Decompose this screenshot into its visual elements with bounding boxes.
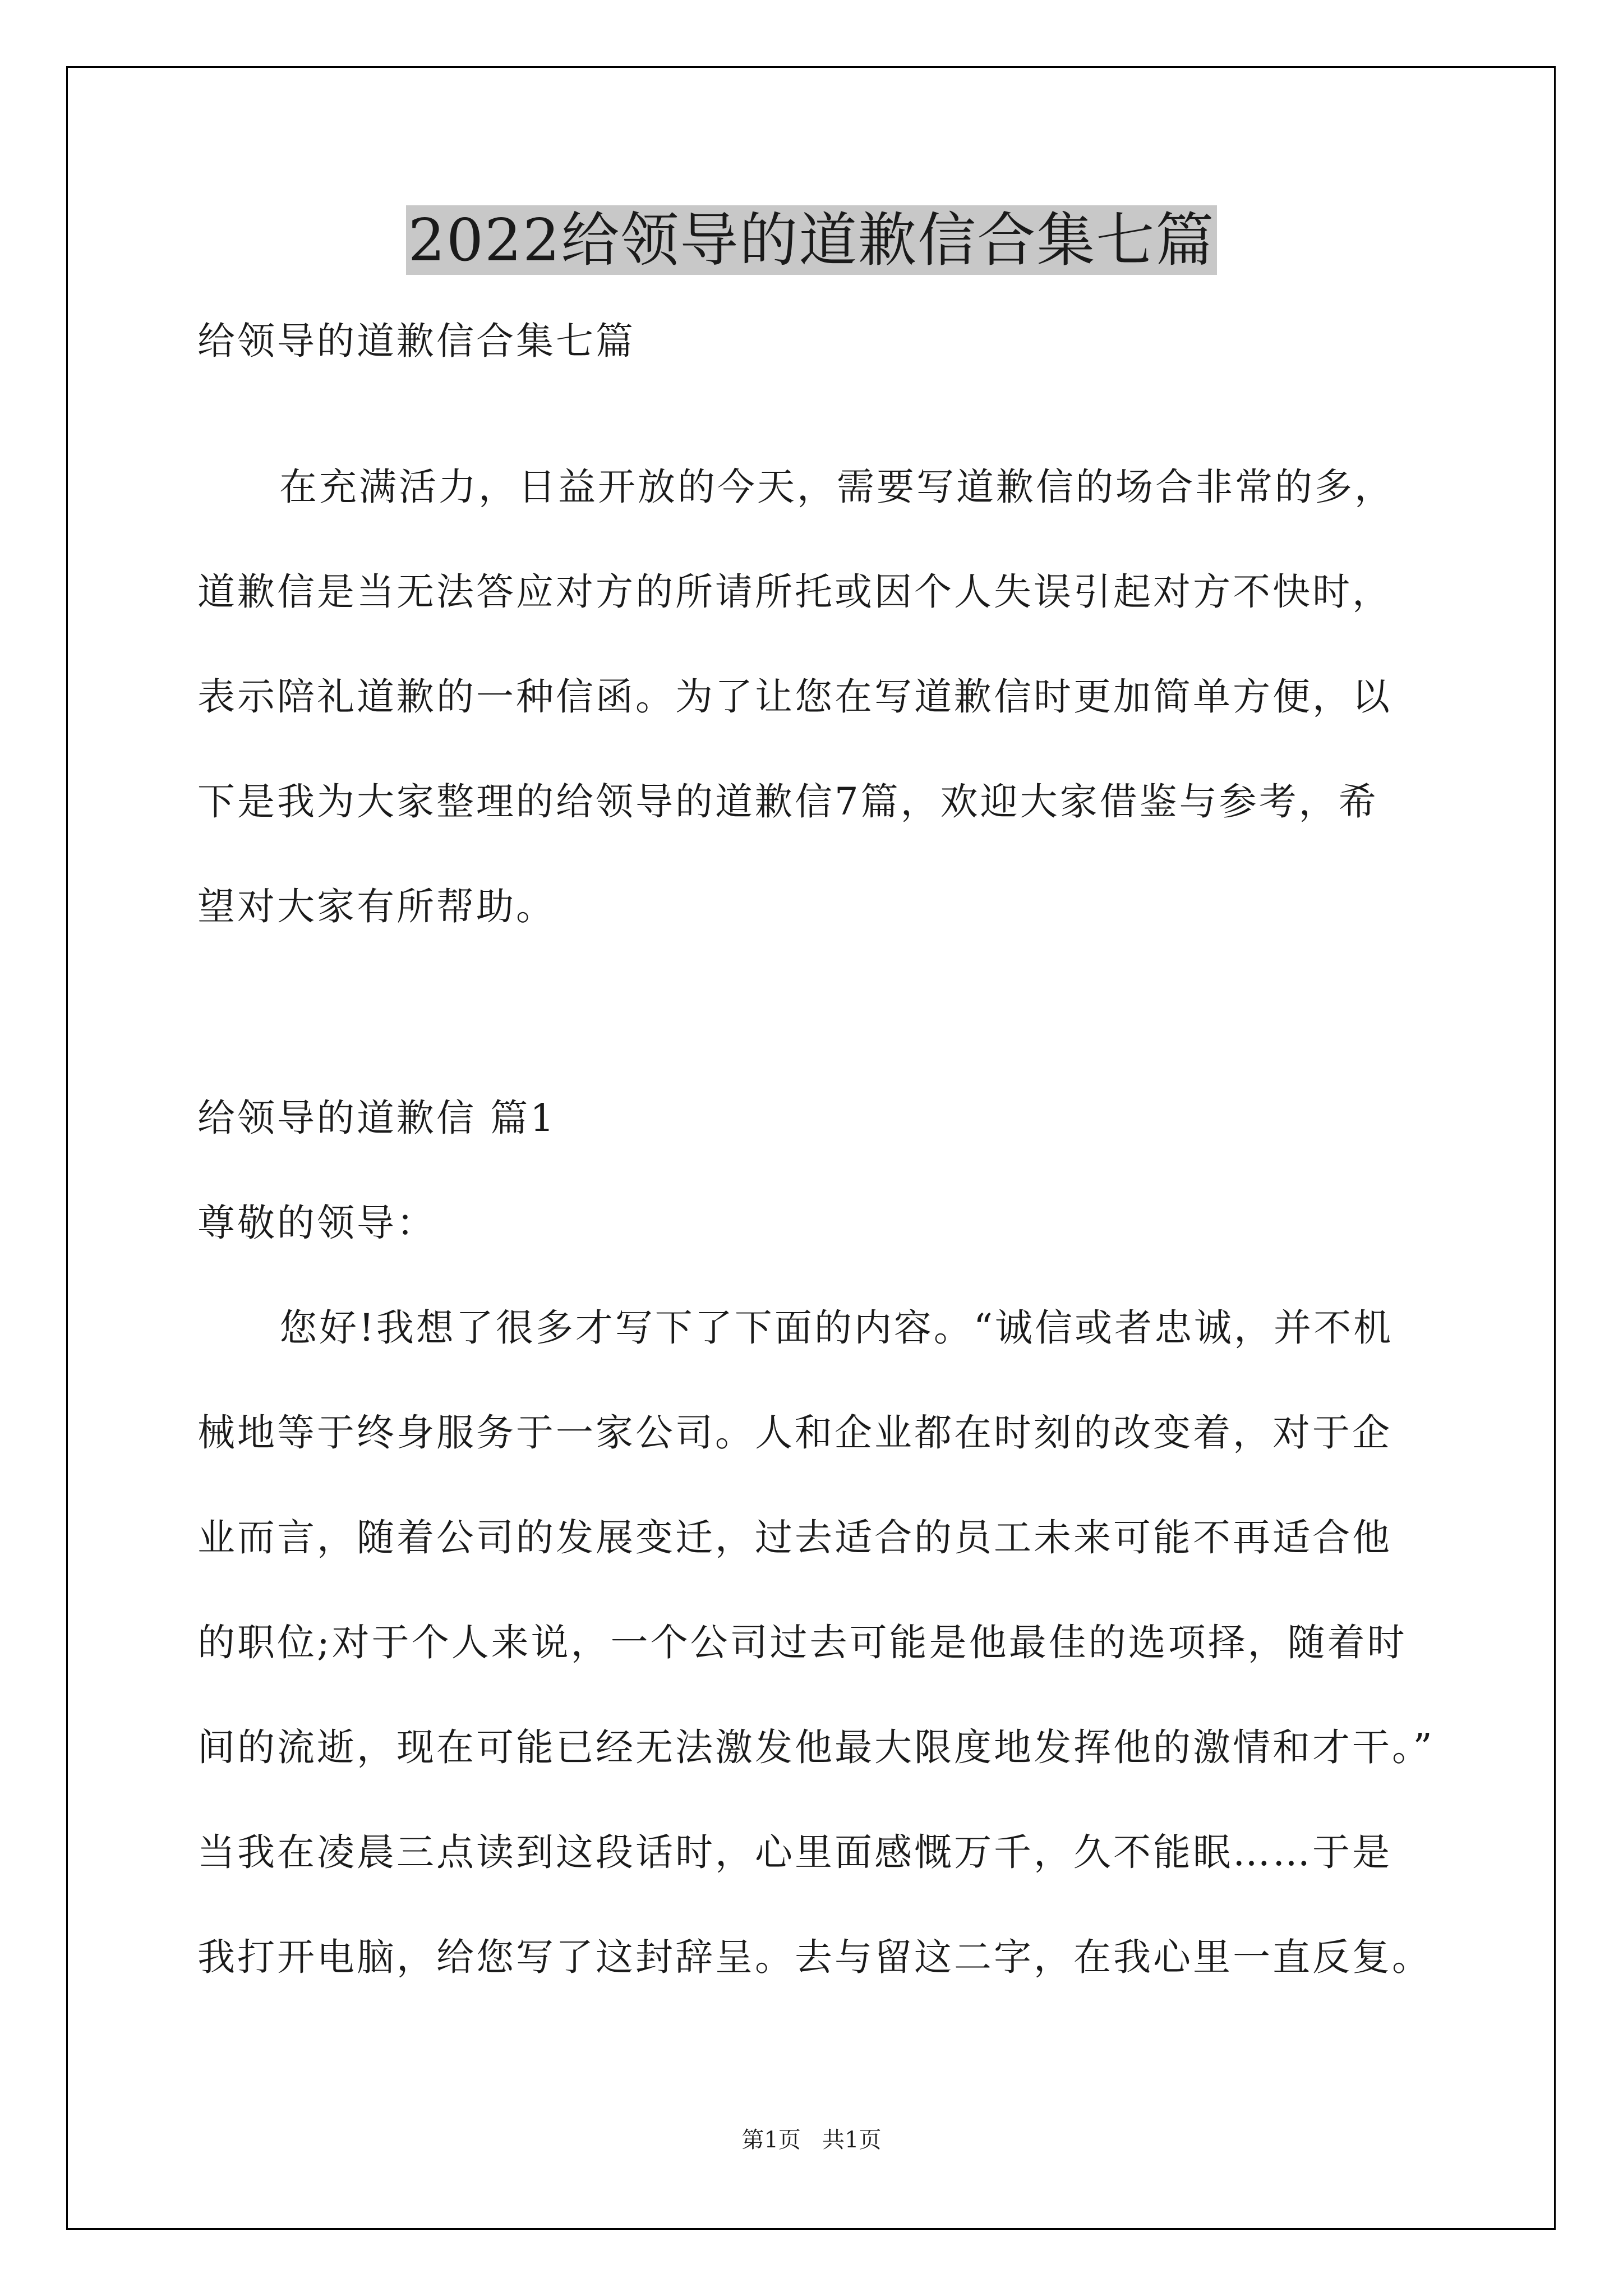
letter-line-2: 械地等于终身服务于一家公司。人和企业都在时刻的改变着，对于企 <box>197 1411 1392 1455</box>
intro-line-1: 在充满活力，日益开放的今天，需要写道歉信的场合非常的多， <box>279 465 1394 509</box>
page-number-footer: 第1页 共1页 <box>741 2127 882 2153</box>
letter-line-5: 间的流逝，现在可能已经无法激发他最大限度地发挥他的激情和才干。” <box>197 1726 1435 1769</box>
intro-line-3: 表示陪礼道歉的一种信函。为了让您在写道歉信时更加简单方便，以 <box>197 675 1392 719</box>
intro-line-2: 道歉信是当无法答应对方的所请所托或因个人失误引起对方不快时， <box>197 570 1392 614</box>
document-title <box>0 205 1623 275</box>
letter-salutation: 尊敬的领导： <box>197 1201 436 1245</box>
letter-line-3: 业而言，随着公司的发展变迁，过去适合的员工未来可能不再适合他 <box>197 1516 1392 1559</box>
letter-line-6: 当我在凌晨三点读到这段话时，心里面感慨万千，久不能眠……于是 <box>197 1830 1392 1874</box>
document-subtitle: 给领导的道歉信合集七篇 <box>197 319 635 363</box>
page-border <box>66 66 1556 2230</box>
intro-line-4: 下是我为大家整理的给领导的道歉信7篇，欢迎大家借鉴与参考，希 <box>197 780 1378 823</box>
intro-line-5: 望对大家有所帮助。 <box>197 885 556 928</box>
title-text: 2022给领导的道歉信合集七篇 <box>406 205 1218 275</box>
section-heading: 给领导的道歉信 篇1 <box>197 1096 556 1140</box>
letter-line-7: 我打开电脑，给您写了这封辞呈。去与留这二字，在我心里一直反复。 <box>197 1935 1432 1979</box>
letter-line-4: 的职位;对于个人来说，一个公司过去可能是他最佳的选项择，随着时 <box>197 1621 1407 1664</box>
letter-line-1: 您好!我想了很多才写下了下面的内容。“诚信或者忠诚，并不机 <box>279 1306 1394 1350</box>
